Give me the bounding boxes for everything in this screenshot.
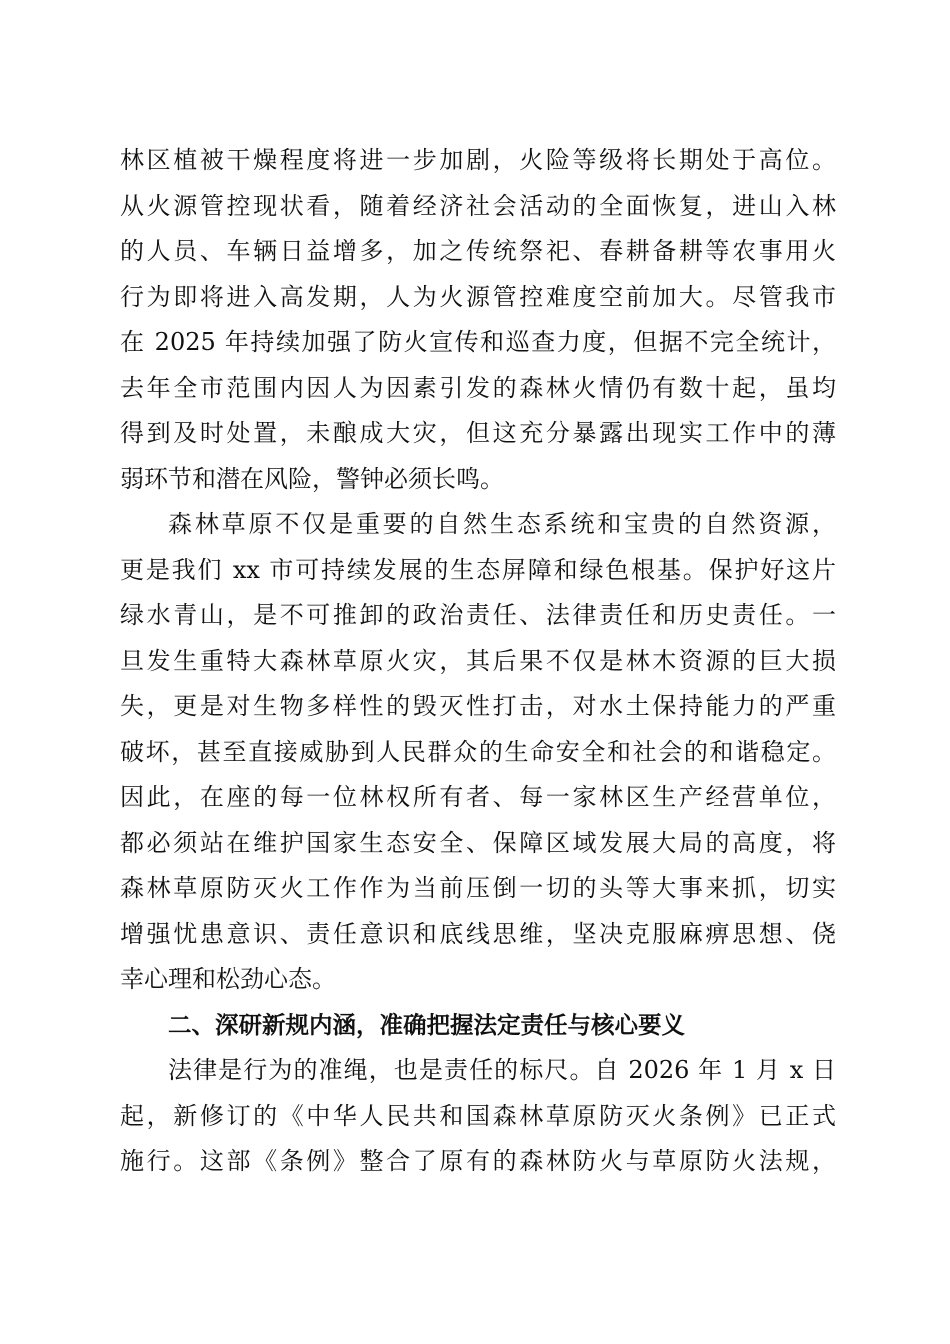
- paragraph-line: 行为即将进入高发期，人为火源管控难度空前加大。尽管我市: [120, 282, 836, 311]
- paragraph-line: 得到及时处置，未酿成大灾，但这充分暴露出现实工作中的薄: [120, 419, 836, 447]
- paragraph-line: 去年全市范围内因人为因素引发的森林火情仍有数十起，虽均: [120, 373, 836, 402]
- paragraph-line: 幸心理和松劲心态。: [120, 965, 336, 993]
- paragraph-line: 都必须站在维护国家生态安全、保障区域发展大局的高度，将: [120, 828, 836, 857]
- paragraph-line: 增强忧患意识、责任意识和底线思维，坚决克服麻痹思想、侥: [120, 919, 836, 948]
- paragraph-line: 因此，在座的每一位林权所有者、每一家林区生产经营单位，: [120, 783, 836, 811]
- paragraph-line: 失，更是对生物多样性的毁灭性打击，对水土保持能力的严重: [120, 692, 836, 720]
- section-heading: 二、深研新规内涵，准确把握法定责任与核心要义: [168, 1010, 685, 1039]
- paragraph-line: 弱环节和潜在风险，警钟必须长鸣。: [120, 464, 504, 493]
- paragraph-line: 施行。这部《条例》整合了原有的森林防火与草原防火法规，: [120, 1147, 836, 1175]
- paragraph-line: 绿水青山，是不可推卸的政治责任、法律责任和历史责任。一: [120, 601, 836, 629]
- paragraph-line: 更是我们 xx 市可持续发展的生态屏障和绿色根基。保护好这片: [120, 555, 836, 584]
- paragraph-line: 起，新修订的《中华人民共和国森林草原防灭火条例》已正式: [120, 1101, 836, 1130]
- paragraph-line: 森林草原不仅是重要的自然生态系统和宝贵的自然资源，: [168, 510, 836, 538]
- paragraph-line: 从火源管控现状看，随着经济社会活动的全面恢复，进山入林: [120, 191, 836, 220]
- paragraph-line: 破坏，甚至直接威胁到人民群众的生命安全和社会的和谐稳定。: [120, 737, 836, 766]
- paragraph-line: 森林草原防灭火工作作为当前压倒一切的头等大事来抓，切实: [120, 874, 836, 902]
- paragraph-line: 在 2025 年持续加强了防火宣传和巡查力度，但据不完全统计，: [120, 328, 836, 356]
- paragraph-line: 的人员、车辆日益增多，加之传统祭祀、春耕备耕等农事用火: [120, 237, 836, 265]
- paragraph-line: 法律是行为的准绳，也是责任的标尺。自 2026 年 1 月 x 日: [168, 1056, 836, 1084]
- paragraph-line: 林区植被干燥程度将进一步加剧，火险等级将长期处于高位。: [120, 146, 836, 174]
- paragraph-line: 旦发生重特大森林草原火灾，其后果不仅是林木资源的巨大损: [120, 646, 836, 675]
- document-body: [120, 138, 836, 1185]
